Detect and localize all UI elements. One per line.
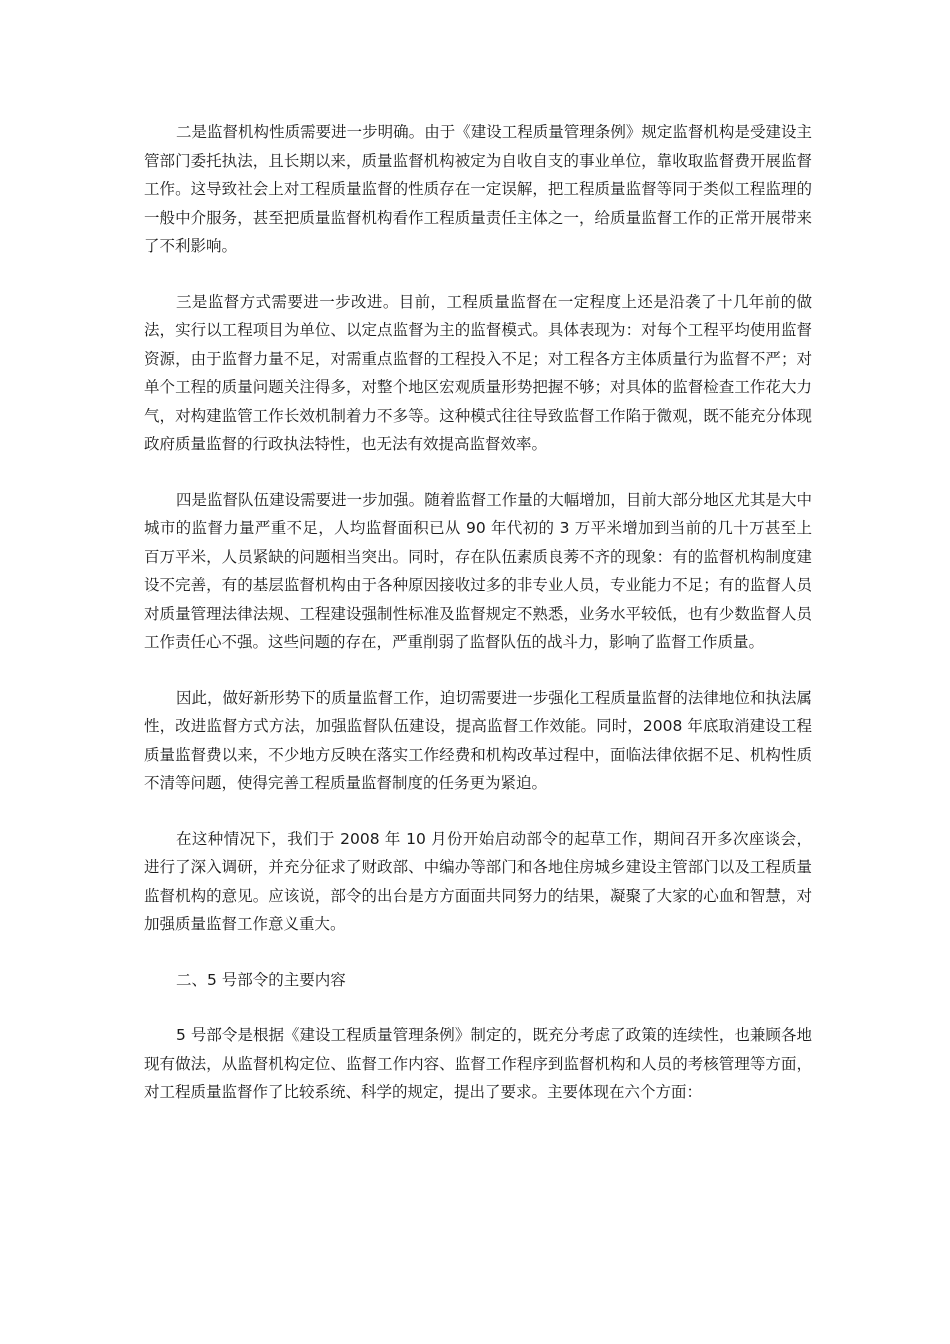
paragraph-therefore: 因此，做好新形势下的质量监督工作，迫切需要进一步强化工程质量监督的法律地位和执法属性，改进监督方式方法，加强监督队伍建设，提高监督工作效能。同时，2008 年底取消建设工程质量监督费以来，不少地方反映在落实工作经费和机构改革过程中，面临法律依据不足、机构性质不清等问题，使得完善工程质量监督制度的任务更为紧迫。 bbox=[144, 688, 812, 792]
paragraph-supervision-nature: 二是监督机构性质需要进一步明确。由于《建设工程质量管理条例》规定监督机构是受建设主管部门委托执法，且长期以来，质量监督机构被定为自收自支的事业单位，靠收取监督费开展监督工作。这导致社会上对工程质量监督的性质存在一定误解，把工程质量监督等同于类似工程监理的一般中介服务，甚至把质量监督机构看作工程质量责任主体之一，给质量监督工作的正常开展带来了不利影响。 bbox=[144, 123, 812, 255]
paragraph-main-content: 5 号部令是根据《建设工程质量管理条例》制定的，既充分考虑了政策的连续性，也兼顾各地现有做法，从监督机构定位、监督工作内容、监督工作程序到监督机构和人员的考核管理等方面，对工程质量监督作了比较系统、科学的规定，提出了要求。主要体现在六个方面： bbox=[144, 1026, 812, 1101]
section-heading: 二、5 号部令的主要内容 bbox=[176, 970, 346, 989]
document-body bbox=[144, 118, 812, 1134]
paragraph-drafting-process: 在这种情况下，我们于 2008 年 10 月份开始启动部令的起草工作，期间召开多次座谈会，进行了深入调研，并充分征求了财政部、中编办等部门和各地住房城乡建设主管部门以及工程质量监督机构的意见。应该说，部令的出台是方方面面共同努力的结果，凝聚了大家的心血和智慧，对加强质量监督工作意义重大。 bbox=[144, 829, 812, 933]
paragraph-supervision-team: 四是监督队伍建设需要进一步加强。随着监督工作量的大幅增加，目前大部分地区尤其是大中城市的监督力量严重不足，人均监督面积已从 90 年代初的 3 万平米增加到当前的几十万甚至上百万平米，人员紧缺的问题相当突出。同时，存在队伍素质良莠不齐的现象：有的监督机构制度建设不完善，有的基层监督机构由于各种原因接收过多的非专业人员，专业能力不足；有的监督人员对质量管理法律法规、工程建设强制性标准及监督规定不熟悉，业务水平较低，也有少数监督人员工作责任心不强。这些问题的存在，严重削弱了监督队伍的战斗力，影响了监督工作质量。 bbox=[144, 490, 812, 651]
paragraph-supervision-method: 三是监督方式需要进一步改进。目前，工程质量监督在一定程度上还是沿袭了十几年前的做法，实行以工程项目为单位、以定点监督为主的监督模式。具体表现为：对每个工程平均使用监督资源，由于监督力量不足，对需重点监督的工程投入不足；对工程各方主体质量行为监督不严；对单个工程的质量问题关注得多，对整个地区宏观质量形势把握不够；对具体的监督检查工作花大力气，对构建监管工作长效机制着力不多等。这种模式往往导致监督工作陷于微观，既不能充分体现政府质量监督的行政执法特性，也无法有效提高监督效率。 bbox=[144, 292, 812, 453]
